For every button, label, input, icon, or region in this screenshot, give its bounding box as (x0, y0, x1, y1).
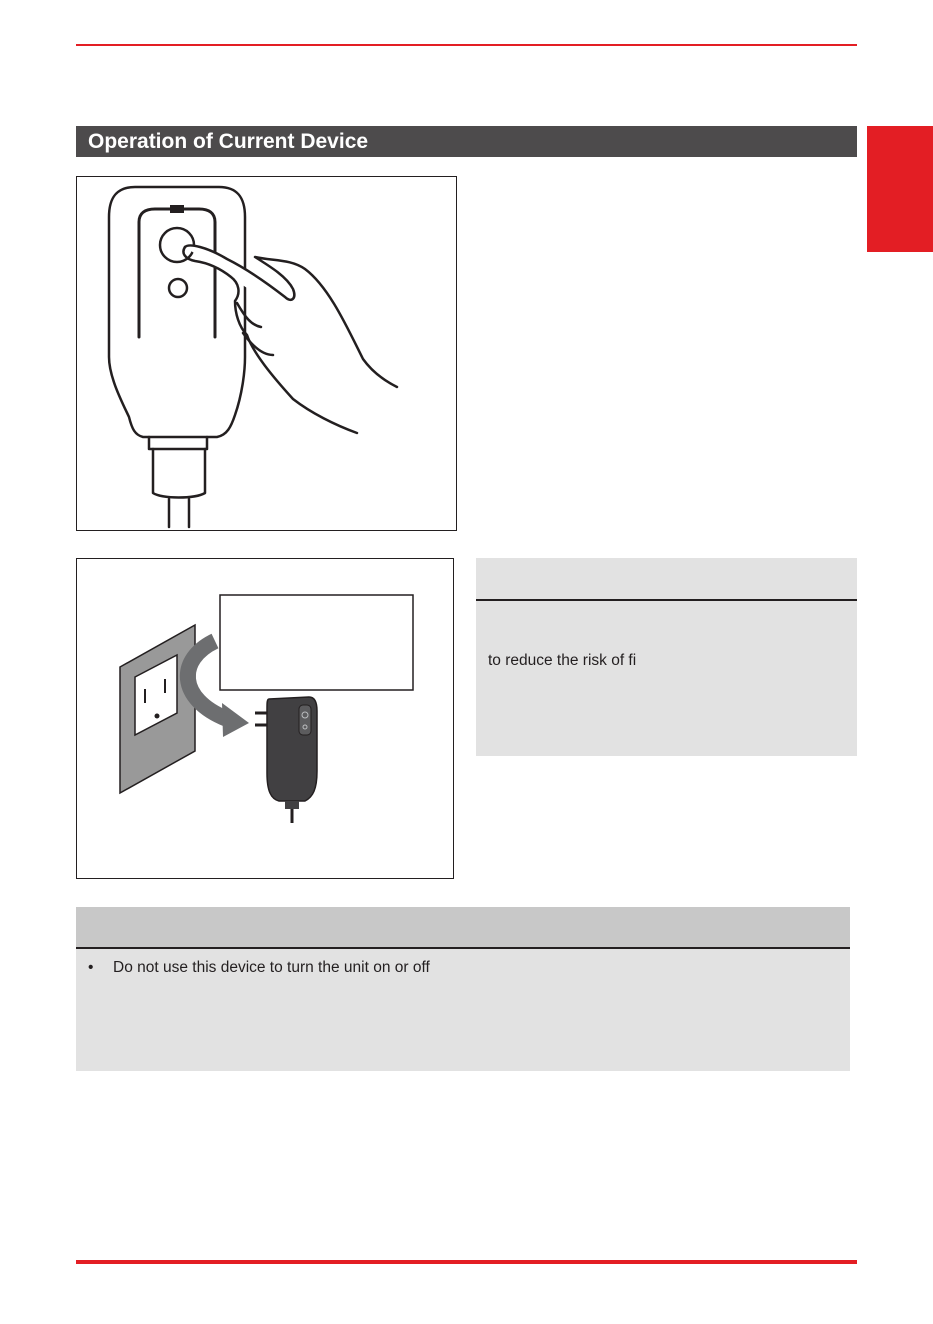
bottom-rule (76, 1260, 857, 1264)
side-chapter-tab (867, 126, 933, 252)
caution-header (76, 907, 850, 949)
figure-press-button (76, 176, 457, 531)
callout-box (220, 595, 413, 690)
note-box (476, 558, 857, 756)
section-title: Operation of Current Device (76, 126, 857, 157)
note-text: to reduce the risk of fi (488, 652, 637, 669)
top-rule (76, 44, 857, 46)
wall-outlet-plug-illustration (77, 559, 452, 877)
bullet-marker: • (88, 959, 94, 976)
plug-device-hand-illustration (77, 177, 455, 529)
note-header (476, 558, 857, 601)
figure-wall-outlet (76, 558, 454, 879)
caution-box (76, 907, 850, 1071)
caution-item: Do not use this device to turn the unit on or off (113, 959, 430, 976)
